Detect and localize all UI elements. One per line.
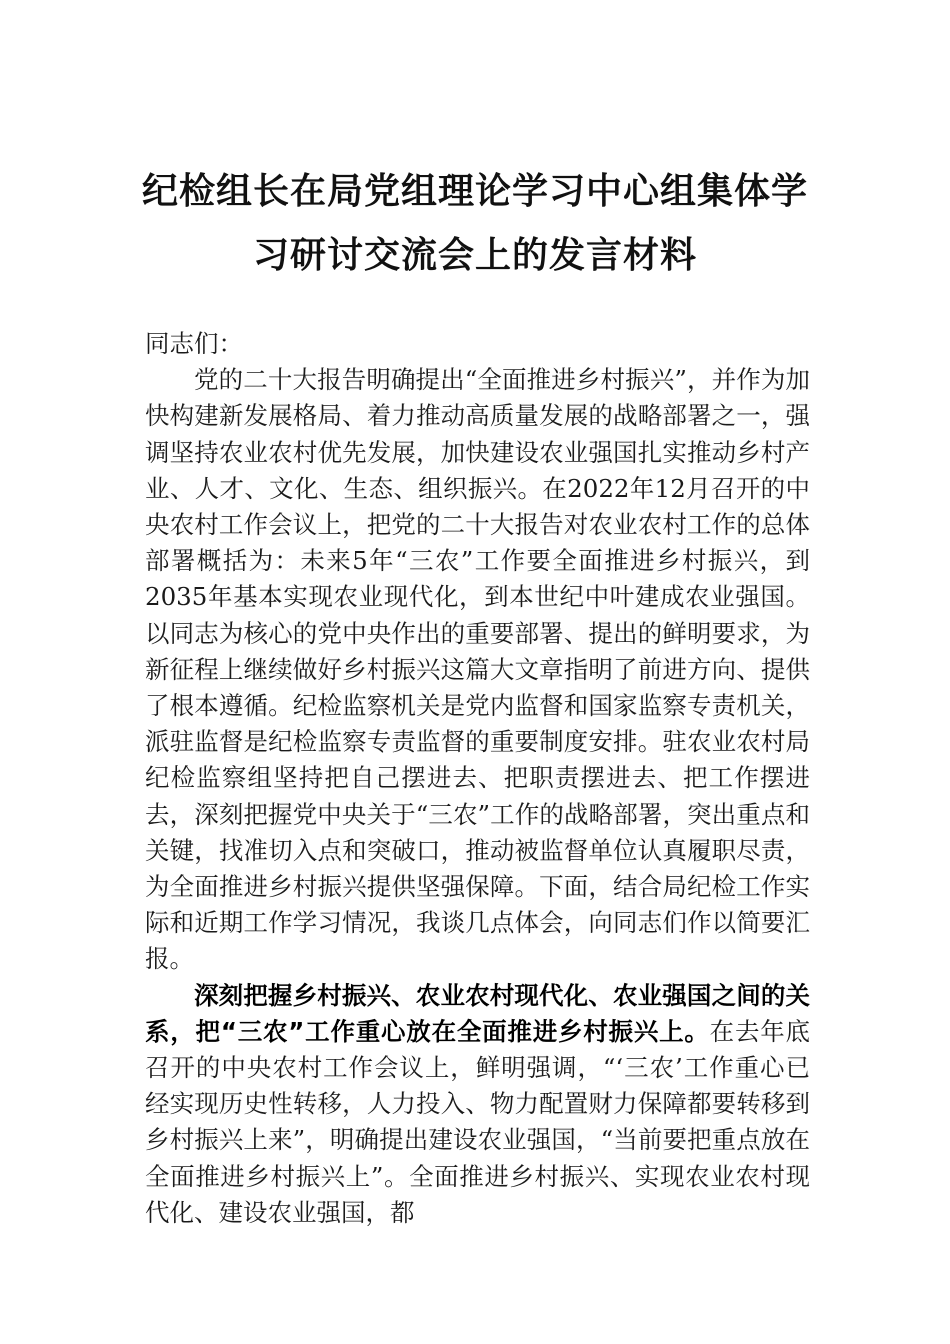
document-title-line-2: 习研讨交流会上的发言材料 (252, 235, 697, 276)
paragraph-section-1 (145, 978, 810, 1231)
paragraph-intro: 党的二十大报告明确提出“全面推进乡村振兴”，并作为加快构建新发展格局、着力推动高质量发展的战略部署之一，强调坚持农业农村优先发展，加快建设农业强国扎实推动乡村产业、人才、文化、生态、组织振兴。在2022年12月召开的中央农村工作会议上，把党的二十大报告对农业农村工作的总体部署概括为：未来5年“三农”工作要全面推进乡村振兴，到2035年基本实现农业现代化，到本世纪中叶建成农业强国。以同志为核心的党中央作出的重要部署、提出的鲜明要求，为新征程上继续做好乡村振兴这篇大文章指明了前进方向、提供了根本遵循。纪检监察机关是党内监督和国家监察专责机关，派驻监督是纪检监察专责监督的重要制度安排。驻农业农村局纪检监察组坚持把自己摆进去、把职责摆进去、把工作摆进去，深刻把握党中央关于“三农”工作的战略部署，突出重点和关键，找准切入点和突破口，推动被监督单位认真履职尽责，为全面推进乡村振兴提供坚强保障。下面，结合局纪检工作实际和近期工作学习情况，我谈几点体会，向同志们作以简要汇报。 (145, 365, 810, 974)
document-title-line-1: 纪检组长在局党组理论学习中心组集体学 (141, 171, 808, 212)
section-heading: 深刻把握乡村振兴、农业农村现代化、农业强国之间的关系，把“三农”工作重心放在全面推进乡村振兴上。 (145, 980, 810, 1046)
salutation: 同志们： (145, 329, 243, 358)
document-body (145, 326, 810, 1231)
section-body: 在去年底召开的中央农村工作会议上，鲜明强调，“‘三农’工作重心已经实现历史性转移，人力投入、物力配置财力保障都要转移到乡村振兴上来”，明确提出建设农业强国，“当前要把重点放在全面推进乡村振兴上”。全面推进乡村振兴、实现农业农村现代化、建设农业强国，都 (145, 1016, 811, 1227)
